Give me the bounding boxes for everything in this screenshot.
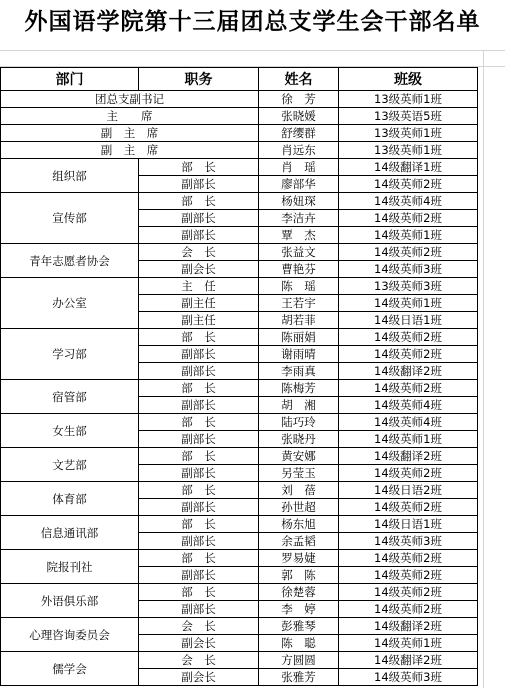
member-name: 余孟韬 (259, 533, 339, 550)
member-name: 张雅芳 (259, 669, 339, 686)
member-name: 胡 湘 (259, 397, 339, 414)
leader-post: 副 主 席 (1, 142, 259, 159)
member-class: 14级英师2班 (339, 499, 478, 516)
member-post: 部 长 (139, 448, 259, 465)
table-row (1, 584, 478, 601)
member-name: 杨东旭 (259, 516, 339, 533)
leader-post: 副 主 席 (1, 125, 259, 142)
department-name: 青年志愿者协会 (1, 244, 139, 278)
member-post: 副部长 (139, 227, 259, 244)
member-name: 陈 瑶 (259, 278, 339, 295)
table-row (1, 550, 478, 567)
member-name: 张益文 (259, 244, 339, 261)
table-row (1, 516, 478, 533)
member-post: 副部长 (139, 176, 259, 193)
column-header-class: 班级 (339, 68, 478, 91)
member-class: 13级英语5班 (339, 108, 478, 125)
member-name: 李洁卉 (259, 210, 339, 227)
member-post: 副部长 (139, 601, 259, 618)
member-name: 徐楚蓉 (259, 584, 339, 601)
member-post: 部 长 (139, 414, 259, 431)
member-class: 13级英师3班 (339, 278, 478, 295)
spreadsheet-area (0, 50, 505, 688)
table-row (1, 159, 478, 176)
member-class: 14级英师4班 (339, 397, 478, 414)
member-class: 14级英师2班 (339, 346, 478, 363)
member-post: 部 长 (139, 193, 259, 210)
member-post: 部 长 (139, 380, 259, 397)
member-post: 会 长 (139, 618, 259, 635)
document-title: 外国语学院第十三届团总支学生会干部名单 (24, 8, 481, 35)
member-class: 14级英师1班 (339, 431, 478, 448)
member-post: 副主任 (139, 295, 259, 312)
column-header-department: 部门 (1, 68, 139, 91)
member-class: 14级英师2班 (339, 210, 478, 227)
department-name: 院报刊社 (1, 550, 139, 584)
member-class: 14级英师3班 (339, 261, 478, 278)
member-name: 曹艳芬 (259, 261, 339, 278)
member-post: 副部长 (139, 346, 259, 363)
department-name: 儒学会 (1, 652, 139, 686)
member-post: 副主任 (139, 312, 259, 329)
member-class: 13级英师1班 (339, 142, 478, 159)
table-row (1, 193, 478, 210)
member-name: 罗易婕 (259, 550, 339, 567)
member-class: 14级英师1班 (339, 635, 478, 652)
member-class: 14级英师1班 (339, 295, 478, 312)
member-class: 14级英师4班 (339, 414, 478, 431)
member-post: 副会长 (139, 635, 259, 652)
department-name: 文艺部 (1, 448, 139, 482)
member-name: 黄安娜 (259, 448, 339, 465)
member-name: 李雨真 (259, 363, 339, 380)
member-class: 14级英师2班 (339, 244, 478, 261)
member-name: 刘 蓓 (259, 482, 339, 499)
member-class: 14级日语2班 (339, 482, 478, 499)
member-post: 会 长 (139, 244, 259, 261)
gridline (483, 50, 484, 688)
member-post: 副部长 (139, 363, 259, 380)
member-class: 14级英师1班 (339, 227, 478, 244)
member-post: 副部长 (139, 533, 259, 550)
member-name: 徐 芳 (259, 91, 339, 108)
member-class: 14级翻译2班 (339, 363, 478, 380)
leader-row (1, 91, 478, 108)
table-row (1, 329, 478, 346)
member-class: 14级英师2班 (339, 380, 478, 397)
department-name: 体育部 (1, 482, 139, 516)
member-class: 14级英师4班 (339, 193, 478, 210)
member-name: 谢雨晴 (259, 346, 339, 363)
member-post: 副部长 (139, 465, 259, 482)
department-name: 心理咨询委员会 (1, 618, 139, 652)
member-name: 李 婷 (259, 601, 339, 618)
member-class: 14级翻译2班 (339, 448, 478, 465)
member-class: 13级英师1班 (339, 91, 478, 108)
table-row (1, 448, 478, 465)
member-post: 部 长 (139, 482, 259, 499)
table-row (1, 414, 478, 431)
member-post: 副会长 (139, 669, 259, 686)
member-name: 陈梅芳 (259, 380, 339, 397)
member-name: 另莹玉 (259, 465, 339, 482)
member-post: 会 长 (139, 652, 259, 669)
member-post: 部 长 (139, 329, 259, 346)
department-name: 学习部 (1, 329, 139, 380)
member-name: 郭 陈 (259, 567, 339, 584)
member-name: 肖 瑶 (259, 159, 339, 176)
roster-table (0, 67, 478, 686)
table-row (1, 618, 478, 635)
member-post: 副部长 (139, 431, 259, 448)
member-class: 13级英师1班 (339, 125, 478, 142)
leader-row (1, 142, 478, 159)
table-row (1, 652, 478, 669)
member-post: 副部长 (139, 397, 259, 414)
member-post: 副部长 (139, 499, 259, 516)
member-name: 肖远东 (259, 142, 339, 159)
member-post: 副部长 (139, 210, 259, 227)
department-name: 女生部 (1, 414, 139, 448)
member-post: 部 长 (139, 159, 259, 176)
member-class: 14级英师2班 (339, 584, 478, 601)
leader-post: 主 席 (1, 108, 259, 125)
member-class: 14级翻译1班 (339, 159, 478, 176)
department-name: 信息通讯部 (1, 516, 139, 550)
table-row (1, 380, 478, 397)
member-post: 副部长 (139, 567, 259, 584)
gridline (0, 50, 505, 51)
member-post: 副会长 (139, 261, 259, 278)
member-name: 覃 杰 (259, 227, 339, 244)
department-name: 宿管部 (1, 380, 139, 414)
leader-post: 团总支副书记 (1, 91, 259, 108)
member-class: 14级日语1班 (339, 312, 478, 329)
member-class: 14级翻译2班 (339, 618, 478, 635)
member-class: 14级日语1班 (339, 516, 478, 533)
table-row (1, 278, 478, 295)
member-name: 彭雅琴 (259, 618, 339, 635)
column-header-post: 职务 (139, 68, 259, 91)
member-name: 陈丽娟 (259, 329, 339, 346)
department-name: 组织部 (1, 159, 139, 193)
member-name: 杨妞琛 (259, 193, 339, 210)
department-name: 宣传部 (1, 193, 139, 244)
member-name: 陈 聪 (259, 635, 339, 652)
leader-row (1, 125, 478, 142)
member-class: 14级英师3班 (339, 533, 478, 550)
member-post: 部 长 (139, 550, 259, 567)
member-name: 张晓丹 (259, 431, 339, 448)
member-class: 14级英师2班 (339, 465, 478, 482)
leader-row (1, 108, 478, 125)
department-name: 办公室 (1, 278, 139, 329)
member-class: 14级英师2班 (339, 567, 478, 584)
member-name: 张晓媛 (259, 108, 339, 125)
member-name: 舒缨群 (259, 125, 339, 142)
member-class: 14级英师2班 (339, 176, 478, 193)
department-name: 外语俱乐部 (1, 584, 139, 618)
member-name: 廖部华 (259, 176, 339, 193)
member-class: 14级英师2班 (339, 550, 478, 567)
table-row (1, 482, 478, 499)
member-class: 14级英师2班 (339, 329, 478, 346)
member-class: 14级英师3班 (339, 669, 478, 686)
member-name: 胡若菲 (259, 312, 339, 329)
member-class: 14级英师2班 (339, 601, 478, 618)
member-post: 部 长 (139, 584, 259, 601)
member-post: 部 长 (139, 516, 259, 533)
member-name: 孙世超 (259, 499, 339, 516)
table-row (1, 244, 478, 261)
column-header-name: 姓名 (259, 68, 339, 91)
member-name: 陆巧玲 (259, 414, 339, 431)
member-class: 14级翻译2班 (339, 652, 478, 669)
member-name: 方圆圆 (259, 652, 339, 669)
member-name: 王若宇 (259, 295, 339, 312)
member-post: 主 任 (139, 278, 259, 295)
header-row (1, 68, 478, 91)
roster-body (1, 91, 478, 686)
